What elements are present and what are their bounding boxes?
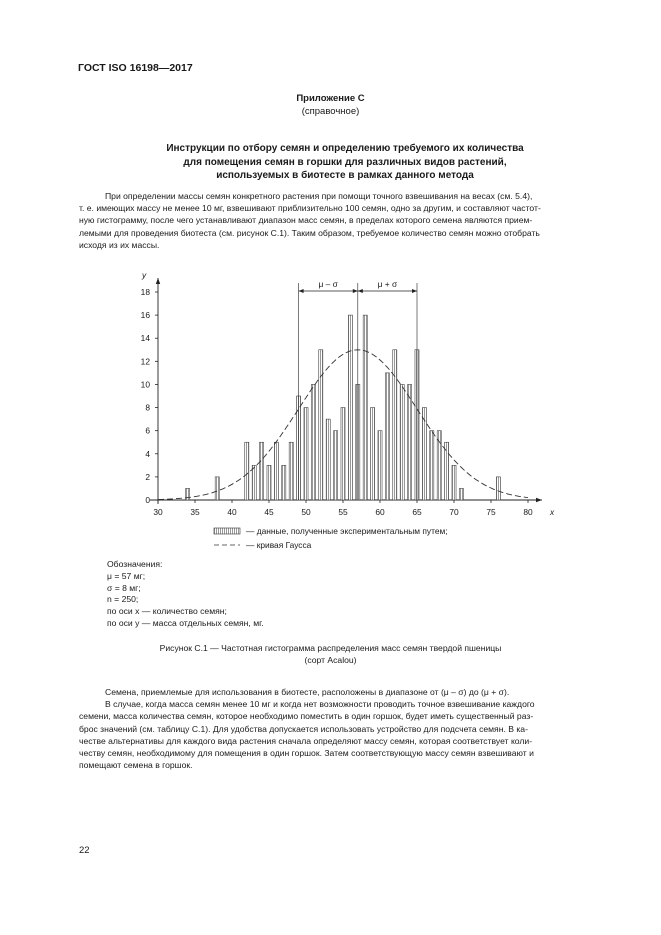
histogram-bar	[400, 384, 404, 500]
histogram-bar	[334, 431, 338, 500]
notation-item: по оси y — масса отдельных семян, мг.	[107, 617, 264, 628]
notation-block	[107, 559, 264, 630]
histogram-bar	[186, 488, 190, 500]
histogram-bar	[393, 350, 397, 500]
paragraph-line: брос значений (см. таблицу С.1). Для удобства допускается использовать устройство для подсчета семян. В ка-	[79, 723, 528, 734]
histogram-bar	[252, 465, 256, 500]
figure-caption-line: Рисунок С.1 — Частотная гистограмма распределения масс семян твердой пшеницы	[159, 643, 502, 653]
y-tick-label: 0	[145, 495, 150, 505]
histogram-bar	[260, 442, 264, 500]
notation-item: σ = 8 мг;	[107, 582, 141, 593]
histogram-bar	[319, 350, 323, 500]
y-axis-arrow	[156, 278, 160, 284]
x-tick-label: 75	[486, 507, 496, 517]
document-code: ГОСТ ISO 16198—2017	[78, 62, 193, 74]
x-tick-label: 35	[190, 507, 200, 517]
y-tick-label: 4	[145, 448, 150, 459]
histogram-bar	[452, 465, 456, 500]
legend-curve-label: — кривая Гаусса	[246, 540, 312, 550]
histogram-chart	[0, 262, 661, 562]
y-tick-label: 14	[140, 333, 150, 344]
conclusion-paragraph	[79, 686, 584, 771]
notation-item: n = 250;	[107, 594, 139, 605]
x-tick-label: 40	[227, 507, 237, 517]
x-tick-label: 30	[153, 507, 163, 517]
notation-title: Обозначения:	[107, 559, 163, 569]
section-title-line: для помещения семян в горшки для различных видов растений,	[183, 156, 507, 168]
paragraph-line: честву семян, необходимому для помещения в один горшок. Затем соответствующую массу семян взвешивают и	[79, 748, 534, 759]
annex-heading	[0, 92, 661, 118]
x-tick-label: 55	[338, 507, 348, 517]
notation-item: по оси x — количество семян;	[107, 606, 227, 617]
histogram-bar	[371, 408, 375, 500]
chart-bars	[186, 315, 501, 500]
paragraph-line: При определении массы семян конкретного растения при помощи точного взвешивания на весах (см. 5.4),	[105, 191, 533, 201]
x-tick-label: 60	[375, 507, 385, 517]
chart-axes	[141, 270, 555, 517]
histogram-bar	[408, 384, 412, 500]
chart-annotations	[299, 279, 417, 500]
chart-legend	[214, 526, 448, 550]
paragraph-line: В случае, когда масса семян менее 10 мг и когда нет возможности проводить точное взвешивание каждого	[105, 699, 535, 710]
sigma-range-arrow	[353, 289, 358, 293]
paragraph-line: честве альтернативы для каждого вида растения сначала определяют массу семян, которая соответствует коли-	[79, 735, 533, 746]
annex-title: Приложение С	[296, 93, 365, 104]
histogram-bar	[289, 442, 293, 500]
x-tick-label: 50	[301, 507, 311, 517]
y-tick-label: 2	[145, 471, 150, 482]
sigma-range-arrow	[358, 289, 363, 293]
paragraph-line: ную гистограмму, после чего устанавливают диапазон масс семян, в пределах которого семена являются прием-	[79, 215, 533, 226]
sigma-range-arrow	[412, 289, 417, 293]
histogram-bar	[363, 315, 367, 500]
x-tick-label: 70	[449, 507, 459, 517]
histogram-bar	[311, 384, 315, 500]
y-tick-label: 6	[145, 425, 150, 436]
x-axis-label: x	[550, 507, 555, 517]
histogram-bar	[459, 488, 463, 500]
legend-bar-swatch	[214, 528, 240, 534]
paragraph-line: исходя из их массы.	[79, 239, 160, 250]
histogram-bar	[215, 477, 219, 500]
x-axis-arrow	[536, 498, 542, 502]
x-tick-label: 65	[412, 507, 422, 517]
y-tick-label: 16	[140, 310, 150, 321]
figure-caption-line: (сорт Acalou)	[304, 655, 357, 665]
histogram-bar	[422, 408, 426, 500]
paragraph-line: Семена, приемлемые для использования в биотесте, расположены в диапазоне от (μ – σ) до (μ + σ).	[105, 687, 510, 697]
annex-subtitle: (справочное)	[301, 106, 360, 117]
histogram-bar	[282, 465, 286, 500]
histogram-bar	[348, 315, 352, 500]
section-title	[90, 142, 600, 183]
histogram-bar	[274, 442, 278, 500]
histogram-bar	[445, 442, 449, 500]
y-axis-label: y	[142, 270, 147, 280]
paragraph-line: семени, масса количества семян, которое необходимо поместить в один горшок, будет иметь существенный раз-	[79, 711, 534, 722]
section-title-line: используемых в биотесте в рамках данного метода	[216, 170, 474, 181]
histogram-bar	[430, 431, 434, 500]
paragraph-line: лемыми для проведения биотеста (см. рисунок С.1). Таким образом, требуемое количество семян можно отобрать	[79, 227, 540, 238]
sigma-range-label: μ – σ	[318, 279, 338, 289]
section-title-line: Инструкции по отбору семян и определению требуемого их количества	[166, 143, 524, 154]
sigma-range-label: μ + σ	[377, 279, 398, 289]
notation-item: μ = 57 мг;	[107, 570, 146, 581]
y-tick-label: 18	[140, 287, 150, 297]
histogram-bar	[385, 373, 389, 500]
histogram-bar	[245, 442, 249, 500]
sigma-range-arrow	[299, 289, 304, 293]
x-tick-label: 80	[523, 507, 533, 517]
histogram-bar	[326, 419, 330, 500]
intro-paragraph	[79, 190, 584, 251]
figure-caption	[0, 642, 661, 666]
histogram-bar	[304, 408, 308, 500]
page-number: 22	[79, 845, 90, 856]
paragraph-line: помещают семена в горшок.	[79, 760, 193, 771]
y-tick-label: 8	[145, 402, 150, 413]
histogram-bar	[341, 408, 345, 500]
histogram-bar	[496, 477, 500, 500]
histogram-bar	[378, 431, 382, 500]
x-tick-label: 45	[264, 507, 274, 517]
histogram-bar	[267, 465, 271, 500]
paragraph-line: т. е. имеющих массу не менее 10 мг, взвешивают приблизительно 100 семян, одно за другим, и составляют частот-	[79, 203, 541, 214]
y-tick-label: 10	[140, 379, 150, 390]
legend-bar-label: — данные, полученные экспериментальным путем;	[246, 526, 448, 536]
y-tick-label: 12	[140, 356, 150, 367]
